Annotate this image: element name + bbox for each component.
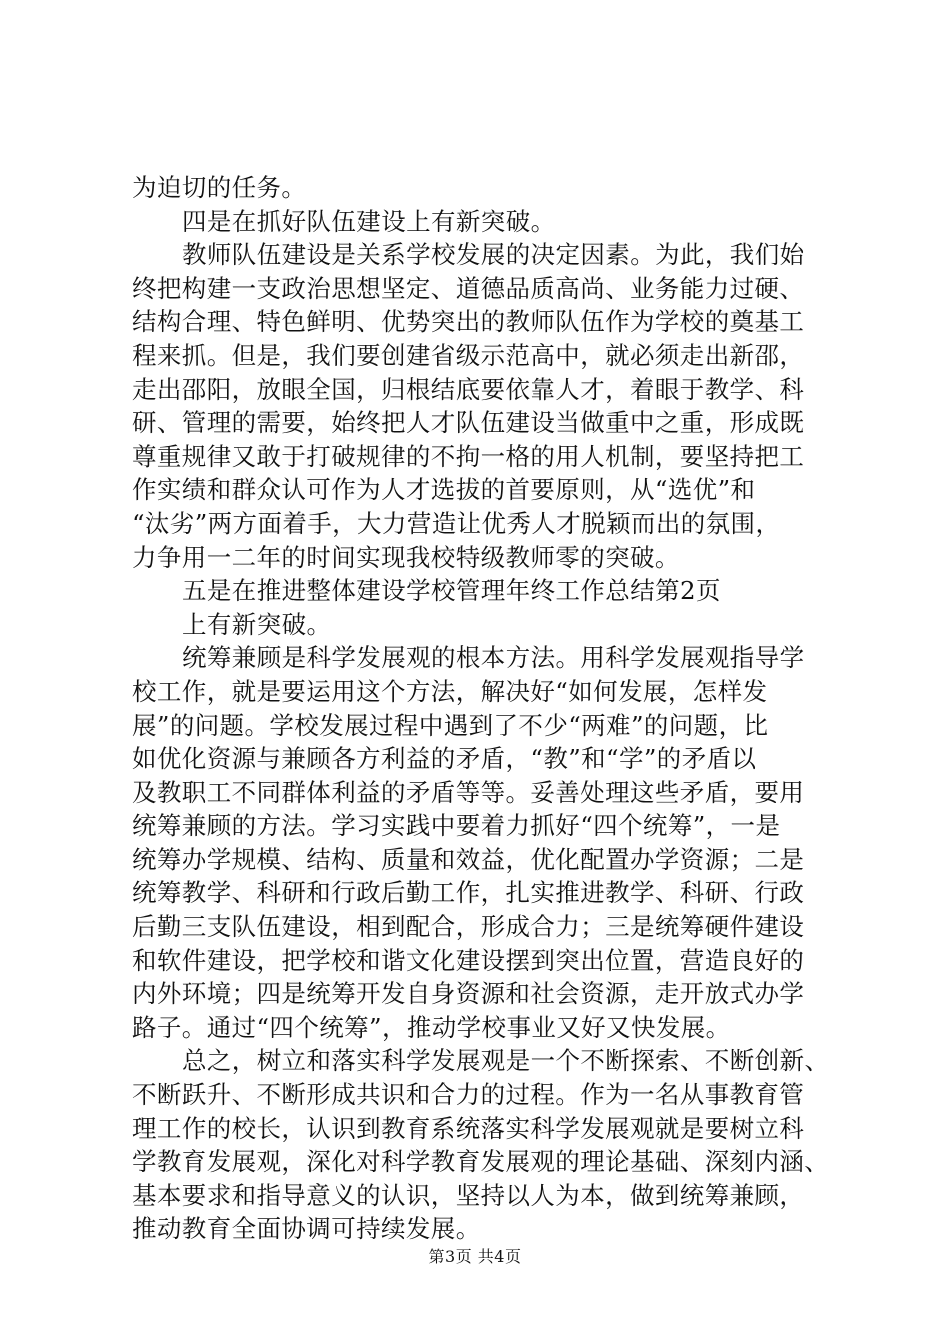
text-line: 五是在推进整体建设学校管理年终工作总结第2页 (182, 576, 721, 606)
text-line: 总之，树立和落实科学发展观是一个不断探索、不断创新、 (182, 1046, 830, 1076)
text-line: 内外环境；四是统筹开发自身资源和社会资源，走开放式办学 (132, 979, 805, 1009)
text-line: 终把构建一支政治思想坚定、道德品质高尚、业务能力过硬、 (132, 273, 805, 303)
text-line: 基本要求和指导意义的认识，坚持以人为本，做到统筹兼顾， (132, 1180, 805, 1210)
text-line: 统筹兼顾是科学发展观的根本方法。用科学发展观指导学 (182, 643, 805, 673)
text-line: 统筹教学、科研和行政后勤工作，扎实推进教学、科研、行政 (132, 878, 805, 908)
text-line: 作实绩和群众认可作为人才选拔的首要原则，从“选优”和 (132, 475, 756, 505)
text-line: 尊重规律又敢于打破规律的不拘一格的用人机制，要坚持把工 (132, 441, 805, 471)
page-footer: 第3页 共4页 (428, 1247, 522, 1266)
text-line: 程来抓。但是，我们要创建省级示范高中，就必须走出新邵， (132, 340, 805, 370)
text-line: 及教职工不同群体利益的矛盾等等。妥善处理这些矛盾，要用 (132, 777, 805, 807)
text-line: 如优化资源与兼顾各方利益的矛盾，“教”和“学”的矛盾以 (132, 744, 757, 774)
text-line: 统筹兼顾的方法。学习实践中要着力抓好“四个统筹”，一是 (132, 811, 781, 841)
text-line: 路子。通过“四个统筹”，推动学校事业又好又快发展。 (132, 1012, 731, 1042)
text-line: 为迫切的任务。 (132, 173, 307, 202)
text-line: 研、管理的需要，始终把人才队伍建设当做重中之重，形成既 (132, 408, 805, 438)
text-line: 走出邵阳，放眼全国，归根结底要依靠人才，着眼于教学、科 (132, 374, 805, 404)
text-line: 后勤三支队伍建设，相到配合，形成合力；三是统筹硬件建设 (132, 912, 805, 942)
text-line: 理工作的校长，认识到教育系统落实科学发展观就是要树立科 (132, 1113, 805, 1143)
text-line: 展”的问题。学校发展过程中遇到了不少“两难”的问题，比 (132, 710, 769, 740)
text-line: 不断跃升、不断形成共识和合力的过程。作为一名从事教育管 (132, 1080, 805, 1110)
text-line: 力争用一二年的时间实现我校特级教师零的突破。 (132, 542, 680, 572)
text-line: 推动教育全面协调可持续发展。 (132, 1214, 481, 1244)
text-line: “汰劣”两方面着手，大力营造让优秀人才脱颖而出的氛围， (132, 508, 781, 538)
text-line: 校工作，就是要运用这个方法，解决好“如何发展，怎样发 (132, 676, 768, 706)
text-line: 四是在抓好队伍建设上有新突破。 (182, 206, 556, 236)
text-line: 和软件建设，把学校和谐文化建设摆到突出位置，营造良好的 (132, 945, 805, 975)
text-line: 结构合理、特色鲜明、优势突出的教师队伍作为学校的奠基工 (132, 307, 805, 337)
text-line: 统筹办学规模、结构、质量和效益，优化配置办学资源；二是 (132, 844, 805, 874)
text-line: 学教育发展观，深化对科学教育发展观的理论基础、深刻内涵、 (132, 1147, 830, 1177)
text-line: 教师队伍建设是关系学校发展的决定因素。为此，我们始 (182, 240, 805, 270)
text-line: 上有新突破。 (182, 609, 332, 639)
document-body (132, 171, 847, 1246)
